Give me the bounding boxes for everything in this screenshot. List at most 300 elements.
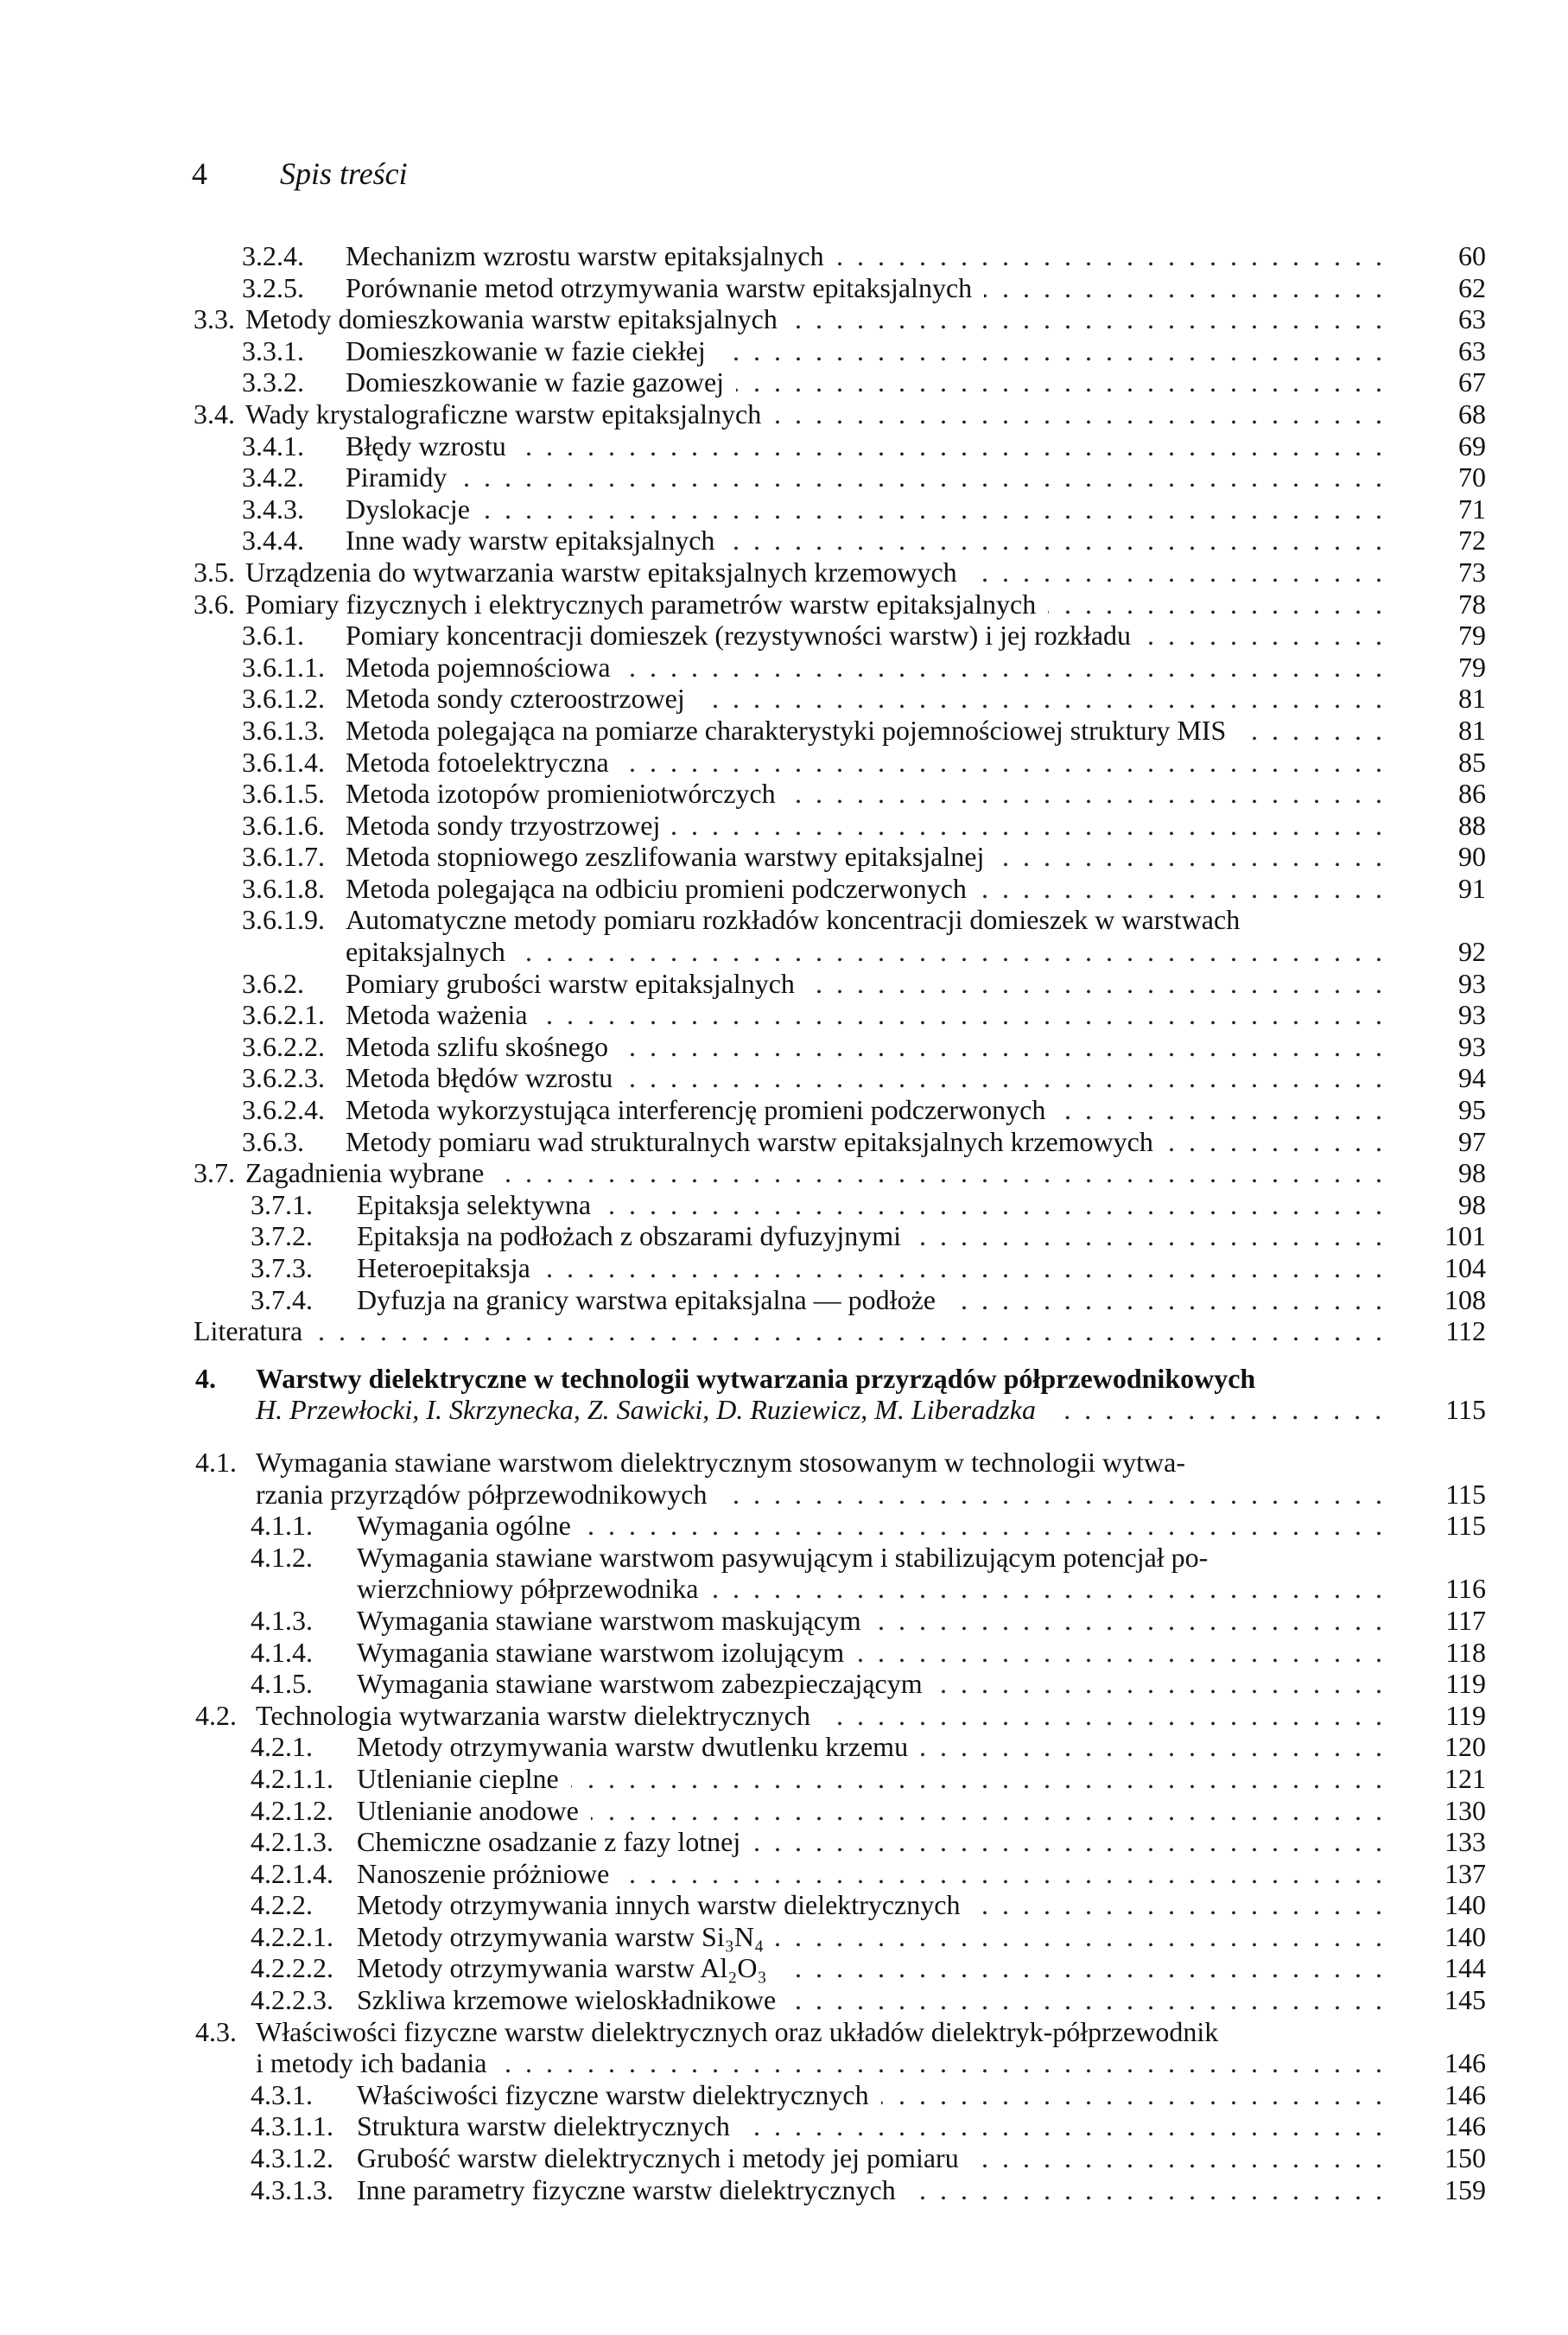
entry-page-number: 93 [1458,1030,1486,1062]
dot-leader [908,2174,1382,2206]
entry-title-line2-wrap [256,1479,1382,1511]
toc-entry[interactable] [0,1731,1568,1763]
running-title: Spis treści [280,156,408,191]
dot-leader [913,1220,1382,1252]
entry-lines [357,1220,1382,1252]
entry-lines [346,1094,1382,1126]
toc-entry[interactable] [0,589,1568,620]
entry-page-number: 63 [1458,303,1486,335]
entry-title: Metoda polegająca na odbiciu promieni podczerwonych [346,872,967,904]
entry-number: 3.4.1. [242,429,304,461]
entry-number: 3.6.2.4. [242,1094,325,1126]
entry-number: 4.1.3. [251,1604,313,1636]
entry-title: Wymagania stawiane warstwom izolującym [357,1636,845,1668]
entry-title: Dyfuzja na granicy warstwa epitaksjalna — podłoże [357,1283,936,1315]
entry-title-wrap [346,1094,1382,1126]
dot-leader [517,936,1382,968]
entry-body [346,778,1382,810]
toc-entry[interactable] [0,968,1568,1000]
entry-page-number: 145 [1444,1984,1486,2016]
entry-title-wrap [256,1700,1382,1732]
dot-leader [1048,589,1382,620]
entry-page-number: 97 [1458,1125,1486,1157]
entry-page-number: 140 [1444,1920,1486,1952]
entry-page-number: 72 [1458,525,1486,557]
entry-title-wrap [346,1062,1382,1094]
entry-title-wrap [357,1795,1382,1827]
toc-entry[interactable] [0,1315,1568,1347]
entry-title-wrap [346,430,1382,462]
dot-leader [697,683,1382,715]
entry-title: Heteroepitaksja [357,1252,530,1283]
entry-body [357,1510,1382,1542]
entry-lines [357,1858,1382,1890]
entry-title-continued: rzania przyrządów półprzewodnikowych [256,1478,708,1510]
toc-entry[interactable] [0,2110,1568,2142]
toc-entry[interactable] [0,1542,1568,1605]
dot-leader [543,1252,1382,1284]
entry-title-wrap [357,1189,1382,1221]
entry-lines [357,1795,1382,1827]
entry-body [346,747,1382,779]
entry-title-continued: wierzchniowy półprzewodnika [357,1573,699,1605]
entry-lines [357,2174,1382,2206]
entry-number: 4.2.2.2. [251,1952,333,1984]
dot-leader [822,1700,1382,1732]
toc-entry[interactable] [0,1668,1568,1700]
toc-entry[interactable] [0,1220,1568,1252]
entry-title-wrap [256,1394,1382,1426]
entry-page-number: 60 [1458,240,1486,271]
entry-body [357,1921,1382,1953]
entry-page-number: 118 [1445,1636,1486,1668]
toc-entry[interactable] [0,240,1568,272]
entry-lines [346,715,1382,747]
entry-title-wrap [357,1889,1382,1921]
entry-page-number: 68 [1458,398,1486,429]
entry-title-wrap [357,1637,1382,1669]
entry-number: 4.3.1. [251,2078,313,2110]
entry-page-number: 121 [1444,1762,1486,1794]
entry-title-wrap [346,778,1382,810]
entry-number: 3.6.2.2. [242,1030,325,1062]
entry-number: 4.3. [195,2015,237,2047]
toc-entry[interactable] [0,1984,1568,2016]
entry-lines [346,778,1382,810]
entry-page-number: 119 [1445,1668,1486,1700]
dot-leader [979,873,1382,905]
toc-entry[interactable] [0,461,1568,493]
entry-title-wrap [346,461,1382,493]
toc-entry[interactable] [0,1062,1568,1094]
toc-entry[interactable] [0,1094,1568,1126]
dot-leader [625,1062,1382,1094]
entry-lines [256,1447,1382,1510]
entry-page-number: 119 [1445,1699,1486,1731]
dot-leader [571,1763,1382,1795]
entry-number: 3.6.1.2. [242,683,325,715]
entry-title: Metody otrzymywania innych warstw dielektrycznych [357,1889,961,1921]
toc-entry[interactable] [0,1763,1568,1795]
entry-number: 4.2. [195,1699,237,1731]
dot-leader [742,2110,1382,2142]
entry-number: 3.7.2. [251,1220,313,1252]
entry-lines [346,335,1382,367]
dot-leader [935,1668,1382,1700]
entry-number: 3.7.3. [251,1252,313,1283]
dot-leader [623,652,1382,684]
entry-lines [346,1126,1382,1158]
entry-body [346,968,1382,1000]
toc-entry[interactable] [0,1795,1568,1827]
entry-number: 4.2.1.4. [251,1857,333,1889]
entry-number: 3.6.1.6. [242,809,325,841]
entry-title: Utlenianie anodowe [357,1794,579,1826]
entry-number: 3.6.3. [242,1125,304,1157]
entry-title: Dyslokacje [346,493,470,525]
dot-leader [718,335,1382,367]
entry-title: Wymagania ogólne [357,1510,571,1542]
entry-lines [346,620,1382,652]
dot-leader [836,240,1382,272]
entry-body [346,272,1382,304]
entry-title: Metody pomiaru wad strukturalnych warstw epitaksjalnych krzemowych [346,1125,1153,1157]
entry-body [346,841,1382,873]
entry-page-number: 146 [1444,2047,1486,2079]
entry-number: 3.2.5. [242,271,304,303]
toc-entry[interactable] [0,747,1568,779]
toc-entry[interactable] [0,1700,1568,1732]
toc-entry[interactable] [0,430,1568,462]
toc-entry[interactable] [0,366,1568,398]
entry-page-number: 108 [1444,1283,1486,1315]
entry-title: Metoda sondy trzyostrzowej [346,809,661,841]
entry-page-number: 98 [1458,1157,1486,1189]
toc-entry[interactable] [0,620,1568,652]
entry-title: Metody domieszkowania warstw epitaksjalnych [245,303,778,335]
entry-page-number: 133 [1444,1826,1486,1858]
entry-title: Piramidy [346,461,448,493]
entry-page-number: 81 [1458,683,1486,715]
toc-entry[interactable] [0,841,1568,873]
entry-title-wrap [357,1220,1382,1252]
toc-entry[interactable] [0,1284,1568,1316]
entry-title-wrap [357,1826,1382,1858]
entry-body [357,1731,1382,1763]
entry-number: 3.4. [194,398,235,429]
toc-entry[interactable] [0,1031,1568,1063]
entry-title-wrap [346,620,1382,652]
entry-title-wrap [346,493,1382,525]
toc-entry[interactable] [0,999,1568,1031]
entry-body [346,1094,1382,1126]
toc-entry[interactable] [0,1252,1568,1284]
toc-entry[interactable] [0,1189,1568,1221]
dot-leader [779,1952,1382,1984]
entry-body [357,1252,1382,1284]
entry-page-number: 144 [1444,1952,1486,1984]
entry-title-wrap [346,747,1382,779]
entry-title: Metody otrzymywania warstw Si₃N₄ [357,1920,765,1952]
dot-leader [591,1795,1382,1827]
entry-title: Wymagania stawiane warstwom zabezpieczającym [357,1668,923,1700]
entry-page-number: 140 [1444,1889,1486,1921]
dot-leader [1057,1094,1382,1126]
dot-leader [459,461,1382,493]
entry-title-wrap [357,1668,1382,1700]
dot-leader [621,1858,1382,1890]
entry-title-wrap [245,303,1382,335]
entry-title: Metoda fotoelektryczna [346,746,609,778]
toc-entry[interactable] [0,1447,1568,1510]
entry-title-wrap [194,1315,1382,1347]
entry-page-number: 81 [1458,714,1486,746]
toc-entry[interactable] [0,272,1568,304]
entry-lines [346,904,1382,967]
dot-leader [1143,620,1382,652]
entry-lines [245,589,1382,620]
entry-lines [346,1031,1382,1063]
entry-lines [357,1984,1382,2016]
entry-title-wrap [357,2079,1382,2111]
toc-entry[interactable] [0,303,1568,335]
entry-lines [357,1189,1382,1221]
entry-number: 4.3.1.3. [251,2173,333,2205]
entry-number: 3.6.1.1. [242,651,325,683]
entry-title: Wady krystalograficzne warstw epitaksjalnych [245,398,762,429]
toc-entry[interactable] [0,873,1568,905]
entry-title-wrap [245,557,1382,589]
dot-leader [972,1889,1382,1921]
entry-title: Mechanizm wzrostu warstw epitaksjalnych [346,240,824,271]
dot-leader [873,1605,1382,1637]
toc-entry[interactable] [0,810,1568,842]
toc-entry[interactable] [0,1157,1568,1189]
entry-number: 3.7.4. [251,1283,313,1315]
entry-lines [357,1763,1382,1795]
entry-number: 3.5. [194,556,235,588]
entry-lines [357,1826,1382,1858]
entry-lines [245,557,1382,589]
dot-leader [603,1189,1382,1221]
toc-entry[interactable] [0,1126,1568,1158]
entry-lines [245,398,1382,430]
dot-leader [727,525,1382,557]
entry-body [346,620,1382,652]
entry-title-wrap [357,2142,1382,2174]
entry-body [357,1795,1382,1827]
entry-body [357,2174,1382,2206]
entry-number: 3.6.2.3. [242,1062,325,1094]
entry-lines [357,1284,1382,1316]
entry-lines [357,1731,1382,1763]
entry-title: H. Przewłocki, I. Skrzynecka, Z. Sawicki, D. Ruziewicz, M. Liberadzka [256,1394,1036,1426]
entry-page-number: 112 [1445,1315,1486,1347]
entry-number: 3.6.1.8. [242,872,325,904]
toc-entry[interactable] [0,2079,1568,2111]
dot-leader [776,1921,1382,1953]
toc-entry[interactable] [0,1394,1568,1426]
entry-page-number: 101 [1444,1220,1486,1252]
entry-title-wrap [357,2110,1382,2142]
entry-body [357,1189,1382,1221]
entry-page-number: 159 [1444,2173,1486,2205]
toc-entry[interactable] [0,1363,1568,1395]
dot-leader [752,1826,1382,1858]
entry-lines [256,1394,1382,1426]
entry-page-number: 94 [1458,1062,1486,1094]
entry-number: 4.2.2. [251,1889,313,1921]
entry-title: Zagadnienia wybrane [245,1157,485,1189]
toc-entry[interactable] [0,493,1568,525]
entry-title-wrap [346,240,1382,272]
entry-number: 4.1.1. [251,1510,313,1542]
entry-lines [346,493,1382,525]
entry-lines [357,1921,1382,1953]
toc-entry[interactable] [0,1637,1568,1669]
entry-title-wrap [346,272,1382,304]
toc-entry[interactable] [0,1605,1568,1637]
entry-body [357,1668,1382,1700]
entry-page-number: 93 [1458,999,1486,1031]
toc-entry[interactable] [0,1858,1568,1890]
entry-number: 3.3. [194,303,235,335]
entry-number: 3.6.1.4. [242,746,325,778]
toc-entry[interactable] [0,525,1568,557]
entry-lines [346,810,1382,842]
toc-entry[interactable] [0,904,1568,967]
entry-body [346,335,1382,367]
entry-title-wrap [357,1605,1382,1637]
entry-page-number: 137 [1444,1857,1486,1889]
toc-entry[interactable] [0,715,1568,747]
entry-title: Pomiary koncentracji domieszek (rezystywności warstw) i jej rozkładu [346,620,1132,652]
entry-number: 4.2.1.3. [251,1826,333,1858]
entry-page-number: 86 [1458,778,1486,810]
entry-title: Literatura [194,1315,303,1347]
entry-body [357,1284,1382,1316]
entry-body [245,1157,1382,1189]
toc-entry[interactable] [0,335,1568,367]
dot-leader [984,272,1382,304]
entry-lines [357,1510,1382,1542]
entry-title: Błędy wzrostu [346,429,506,461]
toc-entry[interactable] [0,398,1568,430]
dot-leader [482,493,1382,525]
entry-page-number: 73 [1458,556,1486,588]
entry-title-wrap [346,873,1382,905]
entry-body [346,999,1382,1031]
entry-lines [357,1605,1382,1637]
entry-number: 3.6.1.9. [242,904,325,936]
entry-lines [357,2142,1382,2174]
toc-entry[interactable] [0,683,1568,715]
entry-title: Metoda szlifu skośnego [346,1030,608,1062]
entry-lines [346,430,1382,462]
page-number: 4 [192,156,207,191]
toc-entry[interactable] [0,557,1568,589]
entry-title-wrap [357,1731,1382,1763]
entry-body [346,525,1382,557]
dot-leader [969,557,1382,589]
entry-title: Metoda błędów wzrostu [346,1062,613,1094]
toc-entry[interactable] [0,778,1568,810]
toc-entry[interactable] [0,1889,1568,1921]
entry-number: 3.3.1. [242,334,304,366]
entry-page-number: 91 [1458,872,1486,904]
dot-leader [1238,715,1382,747]
entry-page-number: 79 [1458,651,1486,683]
toc-entry[interactable] [0,1921,1568,1953]
entry-title: Metoda pojemnościowa [346,651,611,683]
entry-page-number: 88 [1458,809,1486,841]
dot-leader [971,2142,1382,2174]
entry-title: Metoda ważenia [346,999,528,1031]
entry-body [357,1889,1382,1921]
entry-body [245,589,1382,620]
toc-entry[interactable] [0,1952,1568,1984]
entry-number: 4.2.2.1. [251,1920,333,1952]
entry-number: 4.2.2.3. [251,1984,333,2016]
toc-entry[interactable] [0,2174,1568,2206]
entry-lines [357,1889,1382,1921]
entry-lines [346,968,1382,1000]
entry-body [346,904,1382,967]
entry-lines [357,1952,1382,1984]
toc-entry[interactable] [0,1826,1568,1858]
entry-page-number: 146 [1444,2078,1486,2110]
entry-page-number: 85 [1458,746,1486,778]
entry-body [346,461,1382,493]
entry-title: Inne wady warstw epitaksjalnych [346,525,715,557]
entry-page-number: 104 [1444,1252,1486,1283]
entry-title-wrap [357,1252,1382,1284]
entry-page-number: 67 [1458,366,1486,398]
entry-body [256,1363,1382,1395]
toc-entry[interactable] [0,2142,1568,2174]
entry-lines [346,525,1382,557]
toc-entry[interactable] [0,2016,1568,2079]
entry-title: Metoda sondy czteroostrzowej [346,683,685,715]
entry-page-number: 116 [1445,1573,1486,1605]
toc-entry[interactable] [0,652,1568,684]
entry-number: 4.1.4. [251,1636,313,1668]
entry-lines [256,2016,1382,2079]
dot-leader [621,747,1382,779]
entry-lines [346,683,1382,715]
entry-title-wrap [346,525,1382,557]
entry-title-wrap [357,1952,1382,1984]
entry-number: 4. [195,1362,216,1394]
entry-number: 3.2.4. [242,240,304,271]
entry-title: Metoda stopniowego zeszlifowania warstwy epitaksjalnej [346,841,985,873]
entry-body [357,1542,1382,1605]
entry-number: 4.2.1. [251,1731,313,1763]
entry-title: Metody otrzymywania warstw Al₂O₃ [357,1952,767,1984]
dot-leader [583,1510,1382,1542]
entry-number: 4.3.1.1. [251,2110,333,2142]
toc-entry[interactable] [0,1510,1568,1542]
entry-page-number: 130 [1444,1794,1486,1826]
entry-body [357,2142,1382,2174]
entry-title-wrap [346,1126,1382,1158]
entry-body [357,1220,1382,1252]
entry-number: 4.2.1.1. [251,1762,333,1794]
entry-title: Epitaksja na podłożach z obszarami dyfuzyjnymi [357,1220,902,1252]
entry-lines [245,1157,1382,1189]
entry-title-wrap [346,841,1382,873]
entry-page-number: 70 [1458,461,1486,493]
